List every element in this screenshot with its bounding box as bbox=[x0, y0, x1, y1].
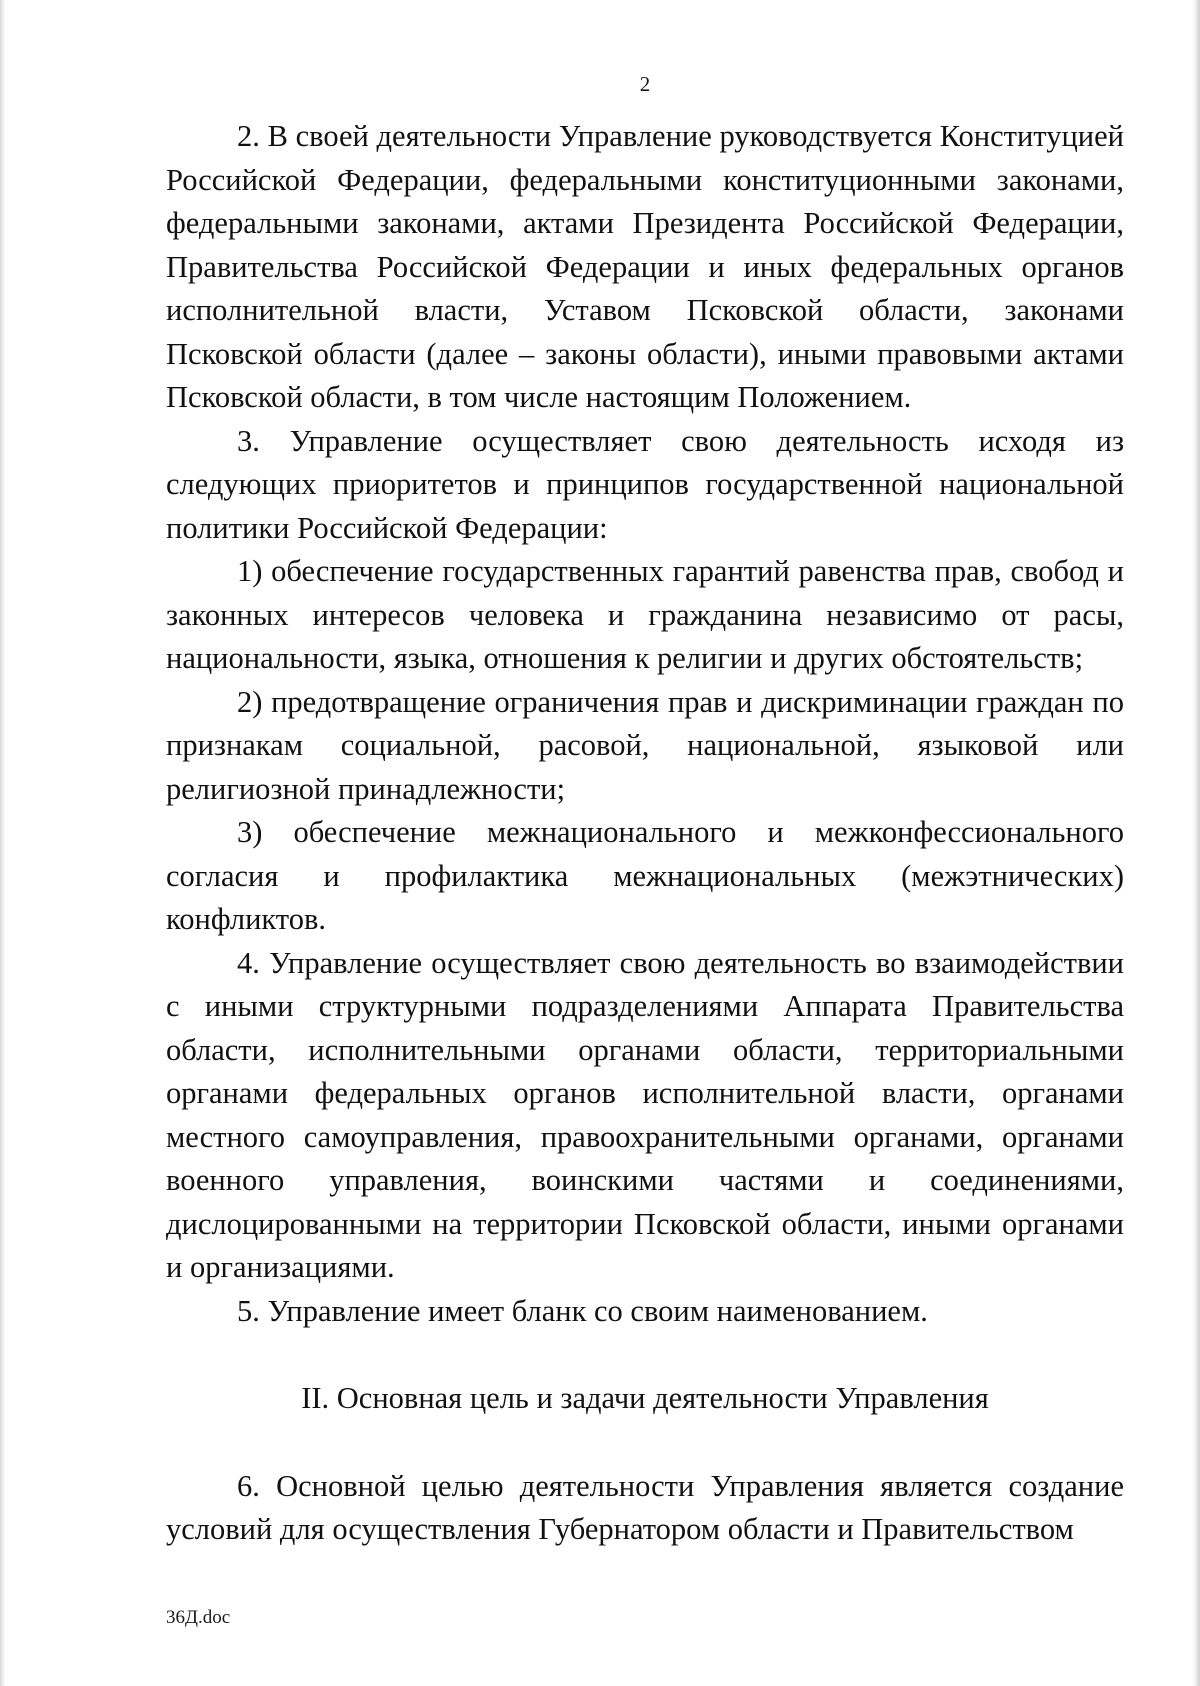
paragraph-5: 5. Управление имеет бланк со своим наименованием. bbox=[237, 1293, 928, 1328]
section-heading: II. Основная цель и задачи деятельности Управления bbox=[301, 1381, 989, 1415]
document-body bbox=[166, 115, 1124, 1552]
paragraph-4: 4. Управление осуществляет свою деятельность во взаимодействии с иными структурными подразделениями Аппарата Правительства области, исполнительными органами области, территориальными органами федеральных органов исполнительной власти, органами местного самоуправления, правоохранительными органами, органами военного управления, воинскими частями и соединениями, дислоцированными на территории Псковской области, иными органами и организациями. bbox=[166, 945, 1124, 1284]
paragraph-3-item-2: 2) предотвращение ограничения прав и дискриминации граждан по признакам социальной, расовой, национальной, языковой или религиозной принадлежности; bbox=[166, 684, 1124, 806]
scan-edge-left bbox=[0, 0, 6, 1686]
paragraph-2: 2. В своей деятельности Управление руководствуется Конституцией Российской Федерации, федеральными конституционными законами, федеральными законами, актами Президента Российской Федерации, Правительства Российской Федерации и иных федеральных органов исполнительной власти, Уставом Псковской области, законами Псковской области (далее – законы области), иными правовыми актами Псковской области, в том числе настоящим Положением. bbox=[166, 119, 1124, 414]
paragraph-3-item-1: 1) обеспечение государственных гарантий равенства прав, свобод и законных интересов человека и гражданина независимо от расы, национальности, языка, отношения к религии и других обстоятельств; bbox=[166, 554, 1124, 675]
scan-edge-right bbox=[1192, 0, 1200, 1686]
paragraph-3: 3. Управление осуществляет свою деятельность исходя из следующих приоритетов и принципов государственной национальной политики Российской Федерации: bbox=[166, 423, 1124, 545]
paragraph-6: 6. Основной целью деятельности Управления является создание условий для осуществления Губернатором области и Правительством bbox=[166, 1468, 1124, 1546]
footer-filename: 36Д.doc bbox=[166, 1607, 231, 1628]
page-number: 2 bbox=[639, 72, 651, 96]
paragraph-3-item-3: 3) обеспечение межнационального и межконфессионального согласия и профилактика межнациональных (межэтнических) конфликтов. bbox=[166, 815, 1124, 936]
